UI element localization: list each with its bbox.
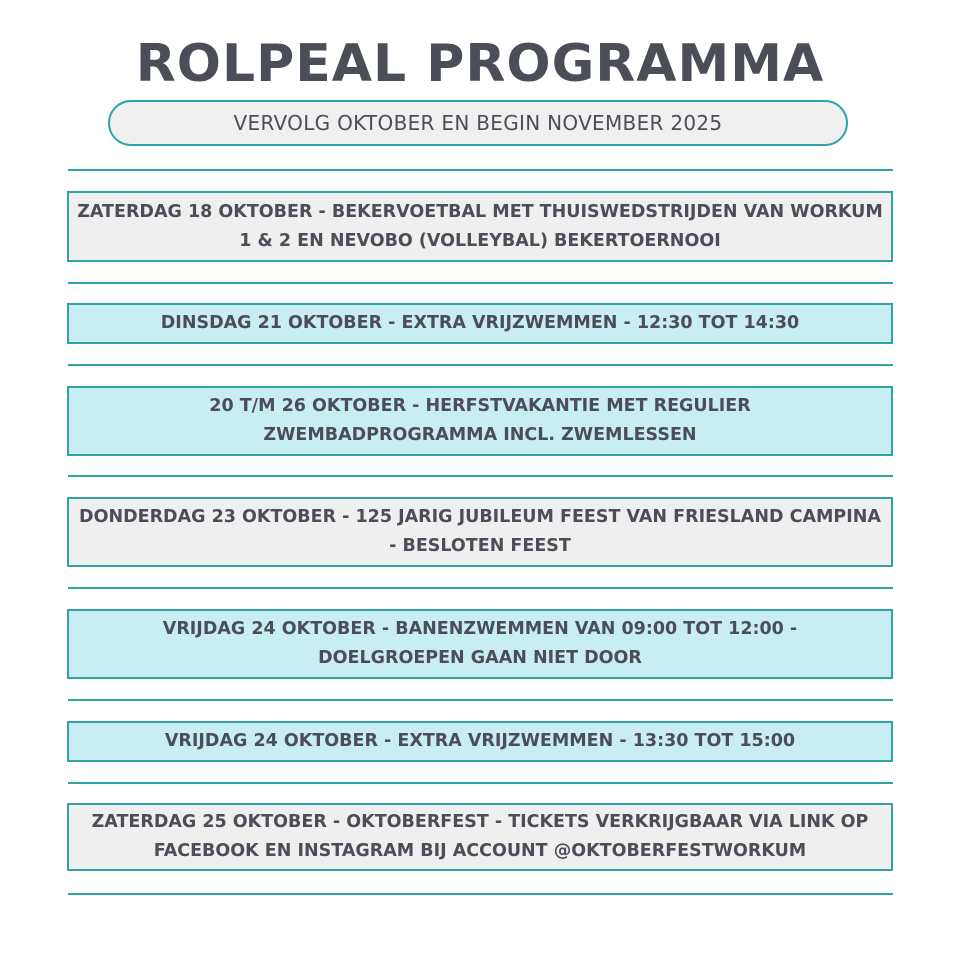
divider	[68, 782, 893, 784]
divider	[68, 699, 893, 701]
divider	[68, 475, 893, 477]
event-text: VRIJDAG 24 OKTOBER - BANENZWEMMEN VAN 09:00 TOT 12:00 - DOELGROEPEN GAAN NIET DOOR	[162, 619, 798, 668]
event-text: DINSDAG 21 OKTOBER - EXTRA VRIJZWEMMEN - 12:30 TOT 14:30	[160, 313, 800, 333]
event-item-vrijdag-24-oktober-vrijzwemmen	[67, 721, 893, 762]
event-text: ZATERDAG 25 OKTOBER - OKTOBERFEST - TICKETS VERKRIJGBAAR VIA LINK OP FACEBOOK EN INSTAGRAM BIJ ACCOUNT @OKTOBERFESTWORKUM	[91, 812, 869, 861]
divider	[68, 364, 893, 366]
page-title: ROLPEAL PROGRAMMA	[135, 34, 825, 94]
divider	[68, 893, 893, 895]
event-item-donderdag-23-oktober	[67, 497, 893, 567]
event-item-vrijdag-24-oktober-banenzwemmen	[67, 609, 893, 679]
event-item-zaterdag-18-oktober	[67, 191, 893, 262]
divider	[68, 587, 893, 589]
event-item-herfstvakantie	[67, 386, 893, 456]
event-text: DONDERDAG 23 OKTOBER - 125 JARIG JUBILEUM FEEST VAN FRIESLAND CAMPINA - BESLOTEN FEEST	[79, 507, 881, 556]
subtitle-text: VERVOLG OKTOBER EN BEGIN NOVEMBER 2025	[233, 111, 723, 135]
event-item-dinsdag-21-oktober	[67, 303, 893, 344]
event-item-zaterdag-25-oktober	[67, 803, 893, 871]
divider	[68, 282, 893, 284]
subtitle-banner	[108, 100, 848, 146]
event-text: VRIJDAG 24 OKTOBER - EXTRA VRIJZWEMMEN - 13:30 TOT 15:00	[164, 731, 796, 751]
event-text: ZATERDAG 18 OKTOBER - BEKERVOETBAL MET THUISWEDSTRIJDEN VAN WORKUM 1 & 2 EN NEVOBO (VOLLEYBAL) BEKERTOERNOOI	[77, 201, 883, 251]
divider	[68, 169, 893, 171]
event-text: 20 T/M 26 OKTOBER - HERFSTVAKANTIE MET REGULIER ZWEMBADPROGRAMMA INCL. ZWEMLESSEN	[209, 396, 751, 445]
